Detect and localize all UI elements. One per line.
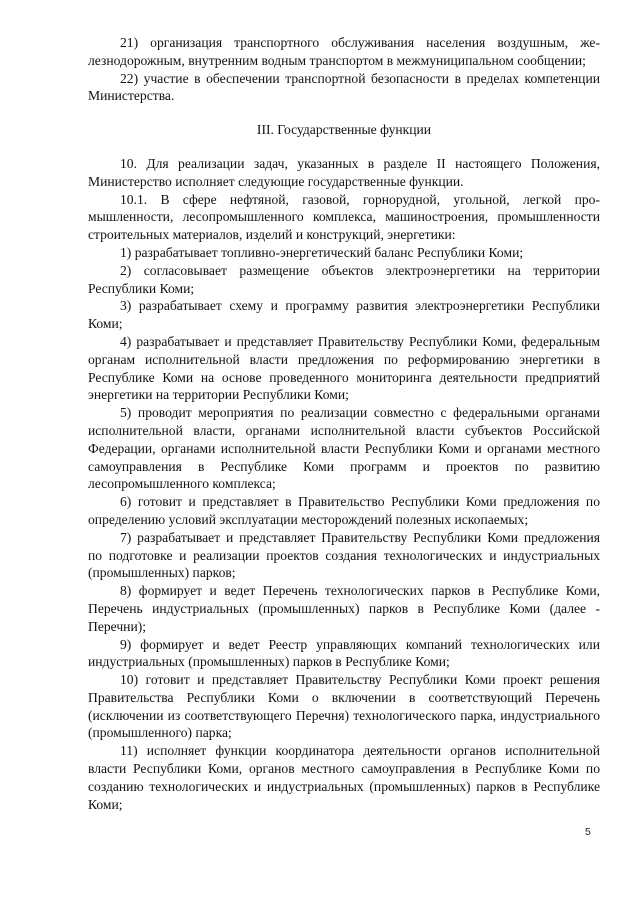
page-number: 5 [585, 826, 591, 838]
list-item-4: 4) разрабатывает и представляет Правительству Республики Коми, федеральным органам исполнительной власти предложения по реформированию энергетики в Республике Коми на основе проведенного мониторинга деятельности предприятий энергетики на территории Республики Коми; [88, 333, 600, 403]
list-item-10: 10) готовит и представляет Правительству Республики Коми проект решения Правительства Республики Коми о включении в соответствующий Перечень (исключении из соответствующего Перечня) технологического парка, индустриального (промышленного) парка; [88, 672, 600, 741]
list-item-6: 6) готовит и представляет в Правительство Республики Коми предложения по определению условий эксплуатации месторождений полезных ископаемых; [88, 494, 600, 527]
paragraph-22: 22) участие в обеспечении транспортной безопасности в пределах компетенции Министерства. [88, 70, 600, 104]
document-body [88, 34, 600, 813]
paragraph-10: 10. Для реализации задач, указанных в разделе II настоящего Положения, Министерство исполняет следующие государственные функции. [88, 155, 600, 189]
list-item-7: 7) разрабатывает и представляет Правительству Республики Коми предложения по подготовке и реализации проектов создания технологических и индустриальных (промышленных) парков; [88, 529, 600, 581]
section-heading: III. Государственные функции [256, 122, 432, 138]
paragraph-10-1: 10.1. В сфере нефтяной, газовой, горнорудной, угольной, легкой промышленности, лесопромышленного комплекса, машиностроения, промышленности строительных материалов, изделий и конструкций, энергетики: [88, 191, 600, 243]
paragraph-21: 21) организация транспортного обслуживания населения воздушным, железнодорожным, внутренним водным транспортом в межмуниципальном сообщении; [88, 35, 600, 68]
list-item-8: 8) формирует и ведет Перечень технологических парков в Республике Коми, Перечень индустриальных (промышленных) парков в Республике Коми (далее - Перечни); [88, 583, 600, 634]
list-item-9: 9) формирует и ведет Реестр управляющих компаний технологических или индустриальных (промышленных) парков в Республике Коми; [88, 636, 600, 670]
list-item-1: 1) разрабатывает топливно-энергетический баланс Республики Коми; [120, 244, 524, 260]
list-item-2: 2) согласовывает размещение объектов электроэнергетики на территории Республики Коми; [88, 262, 600, 296]
list-item-5: 5) проводит мероприятия по реализации совместно с федеральными органами исполнительной власти, органами исполнительной власти субъектов Российской Федерации, органами исполнительной власти Республики Коми и органами местного самоуправления в Республике Коми программ и проектов по развитию лесопромышленного комплекса; [88, 405, 600, 492]
list-item-3: 3) разрабатывает схему и программу развития электроэнергетики Республики Коми; [88, 298, 600, 332]
list-item-11: 11) исполняет функции координатора деятельности органов исполнительной власти Республики Коми, органов местного самоуправления в Республике Коми по созданию технологических и индустриальных (промышленных) парков в Республике Коми; [88, 743, 600, 812]
